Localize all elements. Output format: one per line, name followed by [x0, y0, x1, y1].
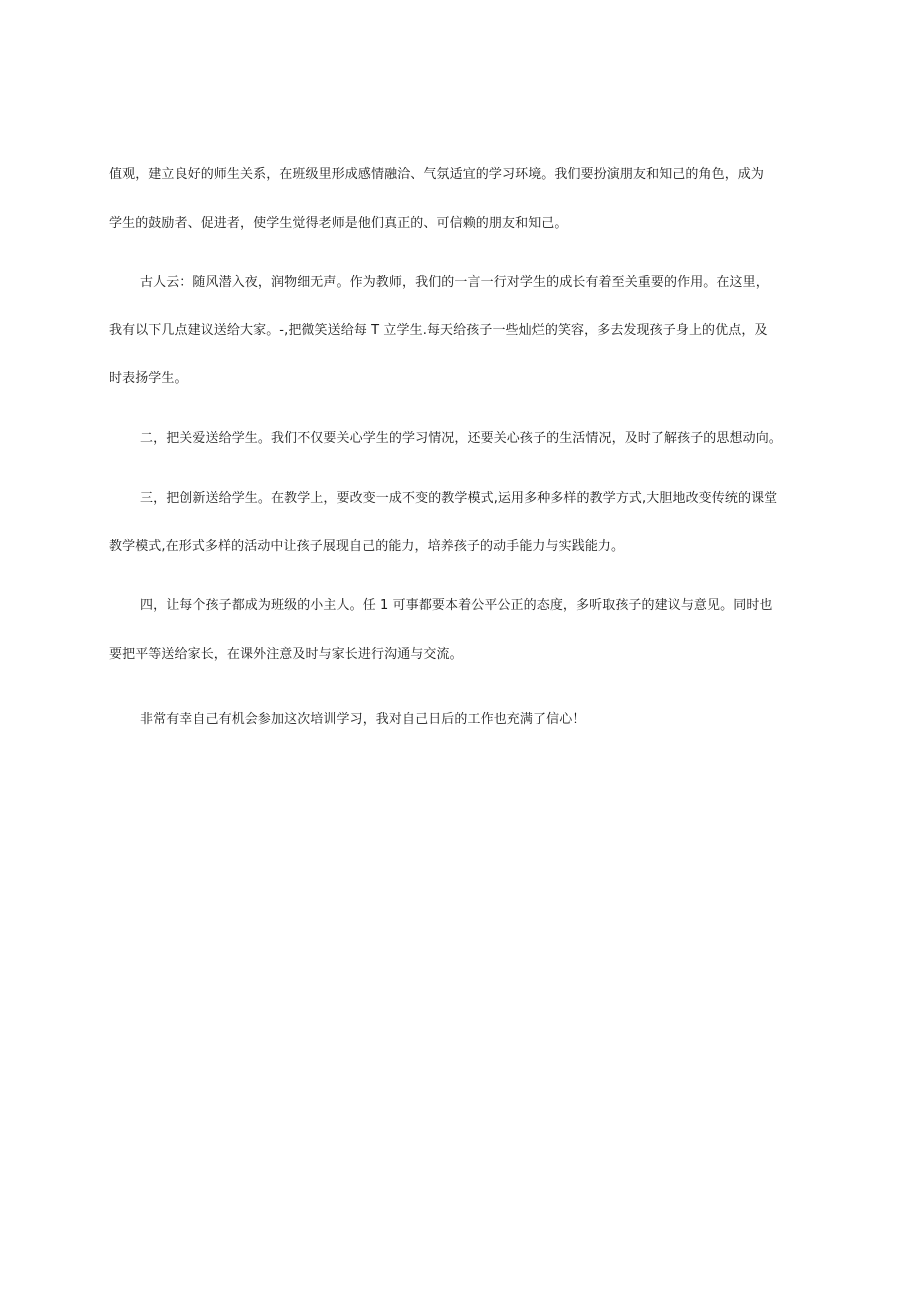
paragraph-4-line-1: 三，把创新送给学生。在教学上，要改变一成不变的教学模式,运用多种多样的教学方式,大胆地改变传统的课堂 — [140, 491, 778, 506]
paragraph-2-line-3: 时表扬学生。 — [109, 371, 188, 386]
paragraph-5-line-2: 要把平等送给家长，在课外注意及时与家长进行沟通与交流。 — [109, 647, 463, 662]
paragraph-4-line-2: 教学模式,在形式多样的活动中让孩子展现自己的能力，培养孩子的动手能力与实践能力。 — [109, 539, 625, 554]
paragraph-1-line-2: 学生的鼓励者、促进者，使学生觉得老师是他们真正的、可信赖的朋友和知己。 — [109, 216, 568, 231]
paragraph-2-line-2: 我有以下几点建议送给大家。-,把微笑送给每 T 立学生.每天给孩子一些灿烂的笑容，多去发现孩子身上的优点，及 — [109, 323, 768, 338]
paragraph-5-line-1: 四，让每个孩子都成为班级的小主人。任 1 可事都要本着公平公正的态度，多听取孩子的建议与意见。同时也 — [140, 598, 773, 613]
paragraph-1-line-1: 值观，建立良好的师生关系，在班级里形成感情融洽、气氛适宜的学习环境。我们要扮演朋友和知己的角色，成为 — [109, 167, 765, 182]
paragraph-6-line-1: 非常有幸自己有机会参加这次培训学习，我对自己日后的工作也充满了信心！ — [140, 712, 586, 727]
paragraph-2-line-1: 古人云：随风潜入夜，润物细无声。作为教师，我们的一言一行对学生的成长有着至关重要的作用。在这里， — [140, 275, 769, 290]
paragraph-3-line-1: 二，把关爱送给学生。我们不仅要关心学生的学习情况，还要关心孩子的生活情况，及时了解孩子的思想动向。 — [140, 431, 782, 446]
